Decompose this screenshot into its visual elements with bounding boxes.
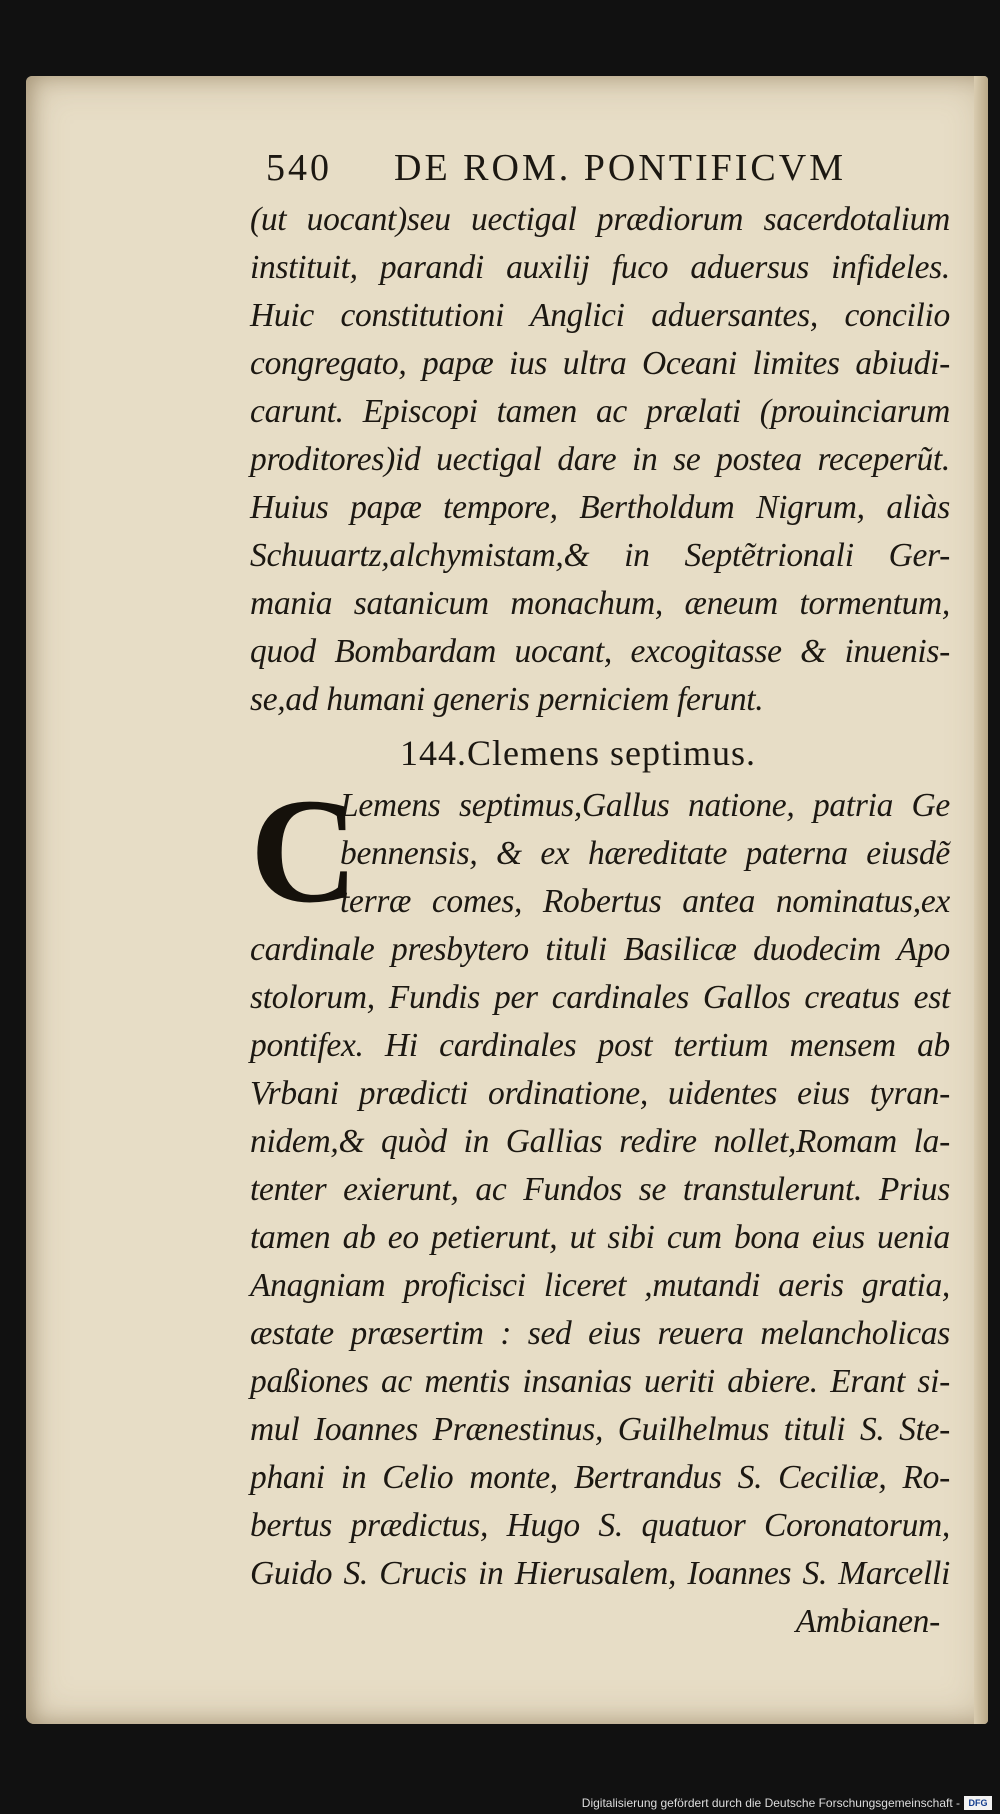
text-line: æstate præsertim : sed eius reuera melancholicas: [250, 1315, 950, 1352]
text-line: bertus prædictus, Hugo S. quatuor Coronatorum,: [250, 1507, 950, 1544]
text-line: stolorum, Fundis per cardinales Gallos creatus est: [250, 979, 950, 1016]
text-line: congregato, papæ ius ultra Oceani limites abiudi-: [250, 345, 950, 382]
text-line: tamen ab eo petierunt, ut sibi cum bona eius uenia: [250, 1219, 950, 1256]
text-line: quod Bombardam uocant, excogitasse & inuenis-: [250, 633, 950, 670]
text-line: carunt. Episcopi tamen ac prælati (prouinciarum: [250, 393, 950, 430]
text-line: nidem,& quòd in Gallias redire nollet,Romam la-: [250, 1123, 950, 1160]
text-line: cardinale presbytero tituli Basilicæ duodecim Apo: [250, 931, 950, 968]
text-line: Guido S. Crucis in Hierusalem, Ioannes S. Marcelli: [250, 1555, 950, 1592]
dfg-logo: DFG: [964, 1796, 992, 1810]
catchword: Ambianen-: [795, 1603, 940, 1640]
digitization-footer: [0, 1790, 1000, 1814]
text-line: tenter exierunt, ac Fundos se transtulerunt. Prius: [250, 1171, 950, 1208]
page-edge: [974, 76, 988, 1724]
text-line: Anagniam proficisci liceret ,mutandi aeris gratia,: [250, 1267, 950, 1304]
drop-cap: C: [250, 768, 359, 934]
text-line: proditores)id uectigal dare in se postea receperũt.: [250, 441, 950, 478]
text-line: terræ comes, Robertus antea nominatus,ex: [340, 883, 950, 920]
text-line: bennensis, & ex hæreditate paterna eiusdẽ: [340, 835, 950, 872]
text-line: Vrbani prædicti ordinatione, uidentes eius tyran-: [250, 1075, 950, 1112]
text-line: se,ad humani generis perniciem ferunt.: [250, 681, 764, 718]
folio-number: 540: [266, 147, 332, 189]
text-line: pontifex. Hi cardinales post tertium mensem ab: [250, 1027, 950, 1064]
section-paragraph: [250, 768, 950, 1646]
text-line: Lemens septimus,Gallus natione, patria Ge: [340, 787, 950, 824]
text-line: mania satanicum monachum, æneum tormentum,: [250, 585, 950, 622]
text-line: Huic constitutioni Anglici aduersantes, concilio: [250, 297, 950, 334]
text-line: Huius papæ tempore, Bertholdum Nigrum, aliàs: [250, 489, 950, 526]
text-line: instituit, parandi auxilij fuco aduersus infideles.: [250, 249, 950, 286]
text-line: mul Ioannes Prænestinus, Guilhelmus tituli S. Ste-: [250, 1411, 950, 1448]
text-line: Schuuartz,alchymistam,& in Septẽtrionali Ger-: [250, 537, 950, 574]
text-line: paßiones ac mentis insanias ueriti abiere. Erant si-: [250, 1363, 950, 1400]
body-paragraph: [250, 196, 950, 724]
page-header: [250, 146, 950, 196]
funding-credit: Digitalisierung gefördert durch die Deutsche Forschungsgemeinschaft -: [581, 1796, 960, 1810]
running-title: DE ROM. PONTIFICVM: [394, 147, 846, 189]
text-line: (ut uocant)seu uectigal prædiorum sacerdotalium: [250, 201, 950, 238]
page-text: [250, 146, 950, 1646]
text-line: phani in Celio monte, Bertrandus S. Ceciliæ, Ro-: [250, 1459, 950, 1496]
section-heading: 144.Clemens septimus.: [400, 733, 756, 773]
